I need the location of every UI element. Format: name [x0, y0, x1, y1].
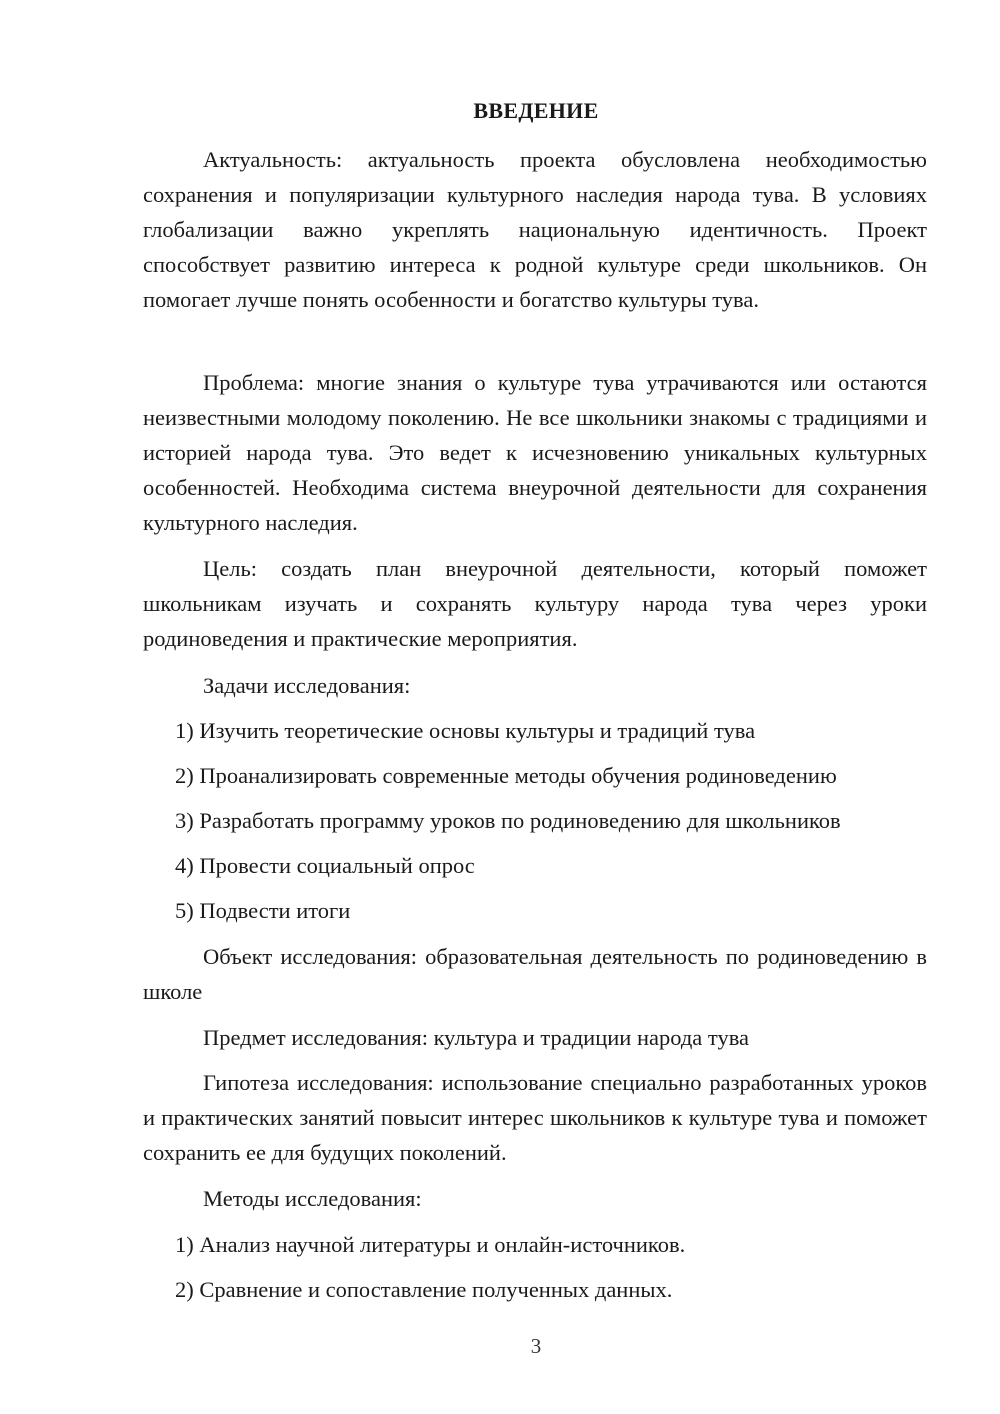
- subject-paragraph: Предмет исследования: культура и традиции народа тува: [203, 1025, 750, 1050]
- tasks-heading: Задачи исследования:: [203, 673, 411, 698]
- section-title: ВВЕДЕНИЕ: [473, 98, 599, 123]
- method-item-1: 1) Анализ научной литературы и онлайн-источников.: [175, 1232, 686, 1257]
- task-item-5: 5) Подвести итоги: [175, 898, 351, 923]
- hypothesis-paragraph: Гипотеза исследования: использование специально разработанных уроков и практических занятий повысит интерес школьников к культуре тува и поможет сохранить ее для будущих поколений.: [143, 1070, 927, 1165]
- object-paragraph: Объект исследования: образовательная деятельность по родиноведению в школе: [143, 944, 927, 1004]
- problem-paragraph: Проблема: многие знания о культуре тува утрачиваются или остаются неизвестными молодому поколению. Не все школьники знакомы с традициями и историей народа тува. Это ведет к исчезновению уникальных культурных особенностей. Необходима система внеурочной деятельности для сохранения культурного наследия.: [143, 370, 927, 535]
- task-item-3: 3) Разработать программу уроков по родиноведению для школьников: [175, 808, 841, 833]
- methods-heading: Методы исследования:: [203, 1186, 422, 1211]
- task-item-2: 2) Проанализировать современные методы обучения родиноведению: [175, 763, 837, 788]
- method-item-2: 2) Сравнение и сопоставление полученных данных.: [175, 1277, 673, 1302]
- goal-paragraph: Цель: создать план внеурочной деятельности, который поможет школьникам изучать и сохранять культуру народа тува через уроки родиноведения и практические мероприятия.: [143, 556, 927, 651]
- page-number: 3: [530, 1334, 542, 1358]
- relevance-paragraph: Актуальность: актуальность проекта обусловлена необходимостью сохранения и популяризации культурного наследия народа тува. В условиях глобализации важно укреплять национальную идентичность. Проект способствует развитию интереса к родной культуре среди школьников. Он помогает лучше понять особенности и богатство культуры тува.: [143, 147, 927, 312]
- task-item-1: 1) Изучить теоретические основы культуры и традиций тува: [175, 718, 756, 743]
- task-item-4: 4) Провести социальный опрос: [175, 853, 475, 878]
